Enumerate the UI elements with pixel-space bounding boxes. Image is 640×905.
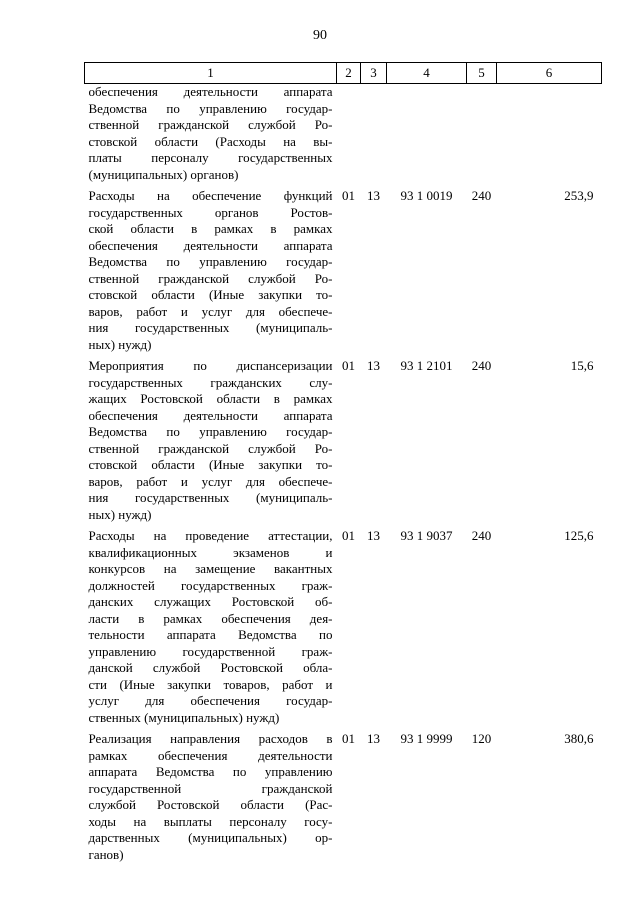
description-line: ственной гражданской службой Ро-	[88, 117, 333, 132]
row-description	[85, 358, 337, 528]
expense-type-code: 120	[471, 731, 492, 746]
description-line: обеспечения деятельности аппарата	[88, 407, 333, 423]
description-line: ственной гражданской службой Ро-	[88, 440, 333, 456]
description-line: ственных (муниципальных) нужд)	[88, 709, 280, 725]
description-line: ганов)	[88, 846, 124, 862]
description-line: квалификационных экзаменов и	[88, 544, 333, 560]
amount: 125,6	[564, 528, 594, 543]
row-description	[85, 731, 337, 868]
description-line: Расходы на проведение аттестации,	[88, 528, 333, 543]
description-line: ных) нужд)	[88, 336, 152, 352]
table-row	[85, 188, 602, 358]
description-line: Ведомства по управлению государ-	[88, 100, 333, 116]
description-line: ской области в рамках в рамках	[88, 221, 333, 236]
page-number: 90	[313, 28, 327, 43]
header-col-2: 2	[337, 63, 361, 84]
amount: 15,6	[570, 358, 594, 373]
table-row	[85, 358, 602, 528]
header-col-5: 5	[467, 63, 497, 84]
subsection-code: 13	[367, 731, 380, 746]
description-line: данских служащих Ростовской об-	[88, 594, 333, 609]
description-line: ния государственных (муниципаль-	[88, 490, 333, 505]
description-line: обеспечения деятельности аппарата	[88, 237, 333, 253]
section-code: 01	[342, 528, 355, 543]
description-line: Ведомства по управлению государ-	[88, 254, 333, 269]
header-col-4: 4	[387, 63, 467, 84]
description-line: Реализация направления расходов в	[88, 731, 333, 746]
description-line: сти (Иные закупки товаров, работ и	[88, 676, 333, 692]
description-line: варов, работ и услуг для обеспече-	[88, 473, 333, 489]
row-description	[85, 188, 337, 358]
section-code: 01	[342, 731, 355, 746]
amount: 380,6	[564, 731, 594, 746]
description-line: Мероприятия по диспансеризации	[88, 358, 333, 373]
header-col-1: 1	[85, 63, 337, 84]
amount: 253,9	[564, 188, 594, 203]
target-article-code: 93 1 9999	[400, 731, 453, 746]
table-body	[85, 84, 602, 869]
subsection-code: 13	[367, 188, 380, 203]
description-line: платы персоналу государственных	[88, 150, 333, 165]
description-line: конкурсов на замещение вакантных	[88, 561, 333, 576]
description-line: ственной гражданской службой Ро-	[88, 270, 333, 286]
description-line: обеспечения деятельности аппарата	[88, 84, 333, 99]
budget-table	[84, 62, 602, 868]
description-line: жащих Ростовской области в рамках	[88, 391, 333, 406]
description-line: службой Ростовской области (Рас-	[88, 797, 333, 812]
description-line: дарственных (муниципальных) ор-	[88, 830, 333, 845]
description-line: Ведомства по управлению государ-	[88, 424, 333, 439]
description-line: Расходы на обеспечение функций	[88, 188, 333, 203]
description-line: государственной гражданской	[88, 780, 333, 796]
description-line: ходы на выплаты персоналу госу-	[88, 813, 333, 829]
description-line: ния государственных (муниципаль-	[88, 320, 333, 335]
description-line: аппарата Ведомства по управлению	[88, 764, 333, 779]
description-line: управлению государственной граж-	[88, 643, 333, 659]
description-line: стовской области (Иные закупки то-	[88, 287, 333, 302]
amount	[497, 84, 602, 189]
target-article-code	[387, 84, 467, 189]
expense-type-code: 240	[471, 358, 492, 373]
section-code	[337, 84, 361, 189]
subsection-code: 13	[367, 528, 380, 543]
table-row	[85, 731, 602, 868]
description-line: услуг для обеспечения государ-	[88, 693, 333, 708]
description-line: должностей государственных граж-	[88, 577, 333, 593]
description-line: ных) нужд)	[88, 506, 152, 522]
expense-type-code	[467, 84, 497, 189]
description-line: стовской области (Иные закупки то-	[88, 457, 333, 472]
header-col-6: 6	[497, 63, 602, 84]
target-article-code: 93 1 9037	[400, 528, 453, 543]
description-line: государственных гражданских слу-	[88, 374, 333, 390]
description-line: тельности аппарата Ведомства по	[88, 627, 333, 642]
section-code: 01	[342, 188, 355, 203]
description-line: стовской области (Расходы на вы-	[88, 133, 333, 149]
description-line: ласти в рамках обеспечения дея-	[88, 610, 333, 626]
target-article-code: 93 1 2101	[400, 358, 453, 373]
header-row	[85, 63, 602, 84]
section-code: 01	[342, 358, 355, 373]
table-row	[85, 84, 602, 189]
description-line: (муниципальных) органов)	[88, 166, 239, 182]
target-article-code: 93 1 0019	[400, 188, 453, 203]
description-line: государственных органов Ростов-	[88, 204, 333, 220]
row-description	[85, 84, 337, 189]
table-row	[85, 528, 602, 731]
header-col-3: 3	[361, 63, 387, 84]
expense-type-code: 240	[471, 188, 492, 203]
description-line: рамках обеспечения деятельности	[88, 747, 333, 763]
description-line: данской службой Ростовской обла-	[88, 660, 333, 675]
subsection-code: 13	[367, 358, 380, 373]
subsection-code	[361, 84, 387, 189]
row-description	[85, 528, 337, 731]
description-line: варов, работ и услуг для обеспече-	[88, 303, 333, 319]
expense-type-code: 240	[471, 528, 492, 543]
